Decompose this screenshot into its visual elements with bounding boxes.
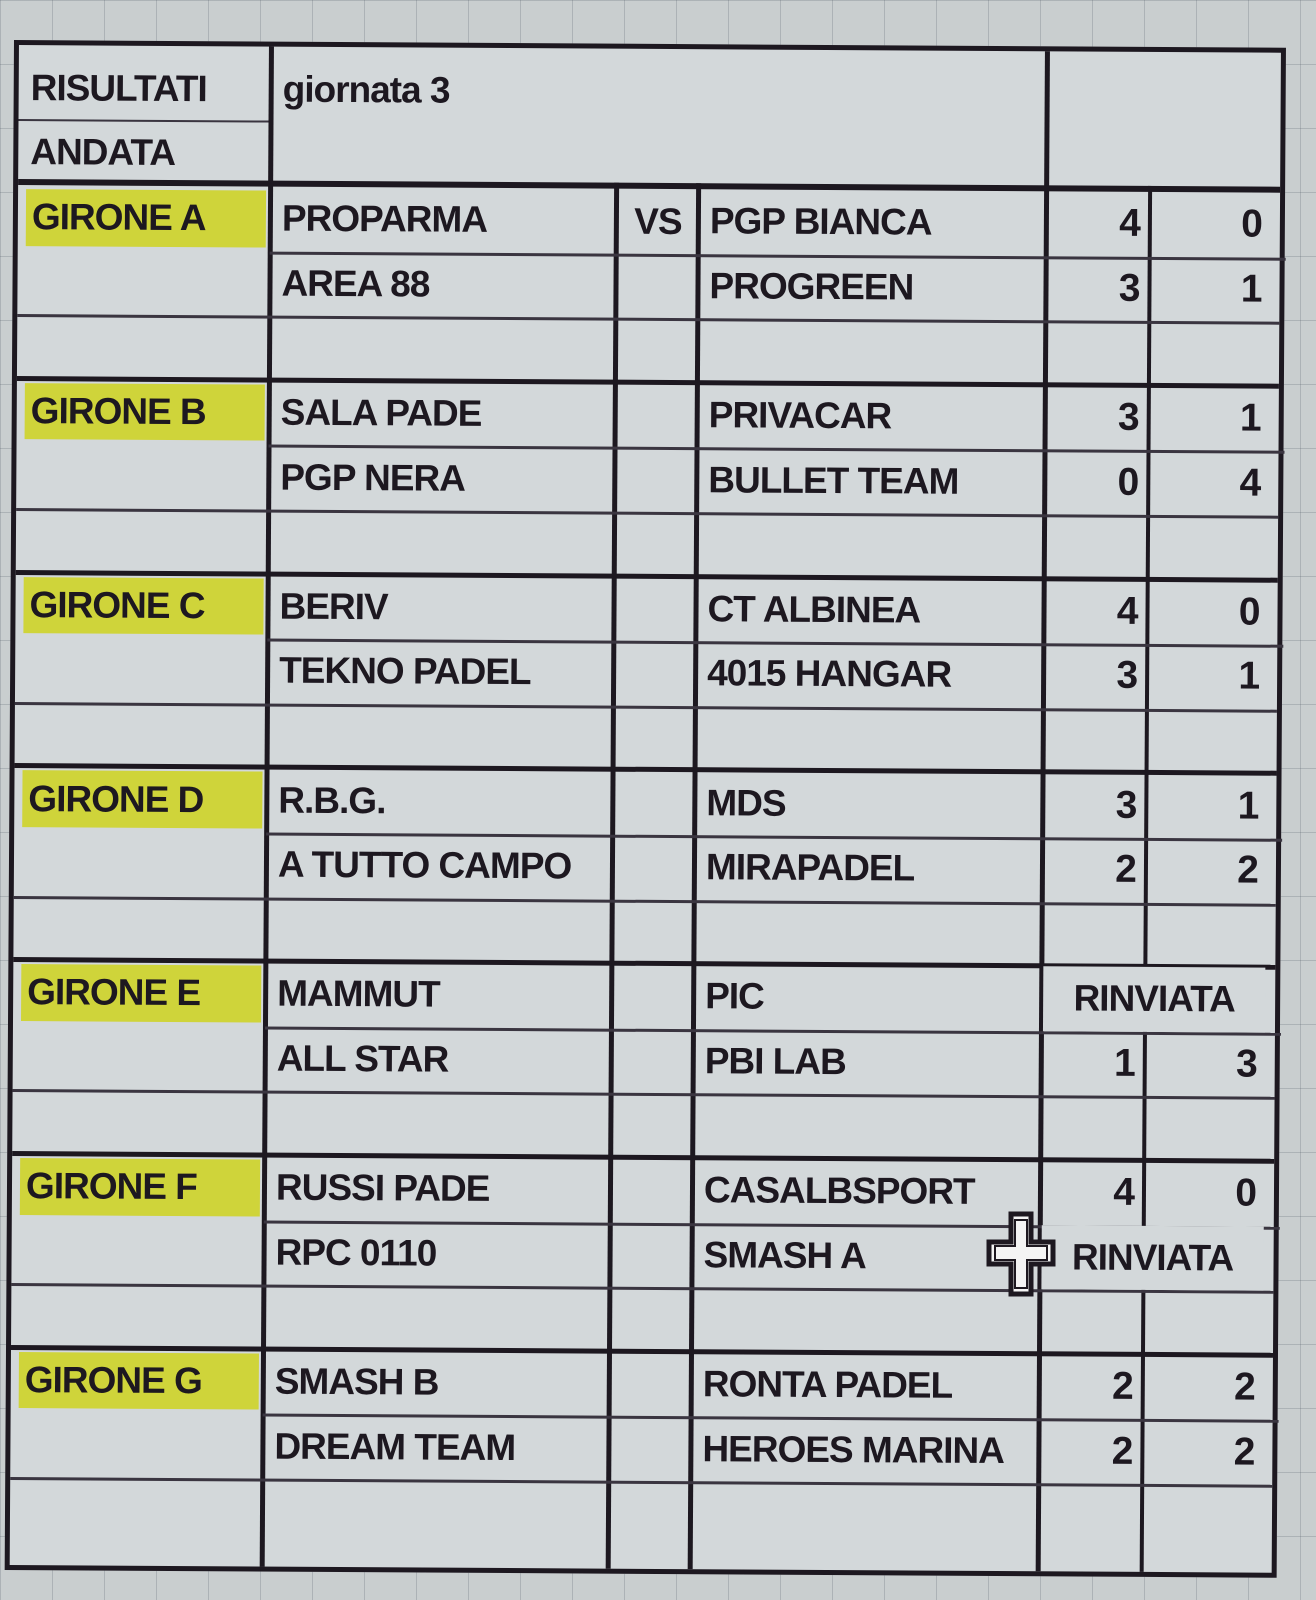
- results-sheet: [5, 40, 1286, 1578]
- score-home[interactable]: 3: [1117, 395, 1139, 439]
- group-label[interactable]: GIRONE F: [20, 1158, 260, 1216]
- sheet-title[interactable]: RISULTATI: [30, 67, 207, 110]
- score-home[interactable]: 1: [1113, 1041, 1135, 1085]
- away-team[interactable]: 4015 HANGAR: [707, 652, 952, 696]
- score-away[interactable]: 3: [1235, 1042, 1257, 1086]
- score-home[interactable]: 2: [1111, 1429, 1133, 1473]
- away-team[interactable]: BULLET TEAM: [708, 458, 959, 502]
- round-label[interactable]: giornata 3: [282, 68, 450, 111]
- away-team[interactable]: HEROES MARINA: [702, 1427, 1005, 1471]
- away-team[interactable]: MIRAPADEL: [705, 846, 915, 889]
- postponed-label[interactable]: RINVIATA: [1043, 966, 1265, 1032]
- away-team[interactable]: CASALBSPORT: [703, 1169, 975, 1213]
- leg-label[interactable]: ANDATA: [30, 131, 176, 173]
- group-label[interactable]: GIRONE E: [21, 964, 261, 1022]
- score-away[interactable]: 4: [1239, 461, 1261, 505]
- home-team[interactable]: BERIV: [279, 585, 388, 628]
- away-team[interactable]: RONTA PADEL: [702, 1363, 953, 1406]
- away-team[interactable]: PGP BIANCA: [709, 200, 932, 243]
- home-team[interactable]: TEKNO PADEL: [279, 650, 531, 693]
- home-team[interactable]: PROPARMA: [281, 197, 488, 241]
- score-home[interactable]: 2: [1111, 1364, 1133, 1408]
- crosshair-plus-icon: [985, 1210, 1057, 1298]
- score-home[interactable]: 3: [1116, 654, 1138, 698]
- group-label[interactable]: GIRONE A: [26, 189, 266, 247]
- away-team[interactable]: MDS: [706, 781, 786, 824]
- home-team[interactable]: AREA 88: [281, 262, 430, 305]
- home-team[interactable]: PGP NERA: [280, 456, 466, 499]
- score-away[interactable]: 0: [1241, 202, 1263, 246]
- score-away[interactable]: 1: [1240, 267, 1262, 311]
- score-home[interactable]: 2: [1115, 848, 1137, 892]
- home-team[interactable]: R.B.G.: [278, 779, 386, 821]
- score-away[interactable]: 2: [1233, 1430, 1255, 1474]
- away-team[interactable]: PIC: [705, 975, 764, 1018]
- score-away[interactable]: 2: [1233, 1365, 1255, 1409]
- away-team[interactable]: PRIVACAR: [708, 394, 892, 437]
- away-team[interactable]: PROGREEN: [709, 265, 914, 308]
- away-team[interactable]: SMASH A: [703, 1234, 866, 1277]
- home-team[interactable]: RUSSI PADE: [275, 1166, 490, 1210]
- group-label[interactable]: GIRONE B: [25, 383, 265, 441]
- home-team[interactable]: A TUTTO CAMPO: [277, 843, 572, 887]
- score-away[interactable]: 2: [1237, 848, 1259, 892]
- home-team[interactable]: DREAM TEAM: [274, 1425, 516, 1468]
- score-home[interactable]: 4: [1113, 1171, 1135, 1215]
- score-away[interactable]: 1: [1239, 396, 1261, 440]
- score-home[interactable]: 4: [1119, 202, 1141, 246]
- vs-label[interactable]: VS: [634, 200, 682, 243]
- away-team[interactable]: PBI LAB: [704, 1040, 846, 1083]
- score-home[interactable]: 3: [1118, 266, 1140, 310]
- group-label[interactable]: GIRONE C: [23, 577, 263, 635]
- home-team[interactable]: SMASH B: [274, 1360, 439, 1403]
- home-team[interactable]: RPC 0110: [275, 1231, 437, 1274]
- group-label[interactable]: GIRONE G: [19, 1352, 259, 1410]
- postponed-label[interactable]: RINVIATA: [1041, 1225, 1263, 1291]
- home-team[interactable]: SALA PADE: [280, 391, 482, 434]
- score-away[interactable]: 1: [1237, 784, 1259, 828]
- score-home[interactable]: 3: [1115, 783, 1137, 827]
- score-away[interactable]: 0: [1235, 1171, 1257, 1215]
- score-away[interactable]: 0: [1238, 590, 1260, 634]
- away-team[interactable]: CT ALBINEA: [707, 588, 921, 631]
- score-away[interactable]: 1: [1238, 654, 1260, 699]
- score-home[interactable]: 4: [1116, 589, 1138, 633]
- score-home[interactable]: 0: [1117, 460, 1139, 504]
- group-label[interactable]: GIRONE D: [22, 770, 262, 828]
- home-team[interactable]: ALL STAR: [276, 1037, 449, 1080]
- home-team[interactable]: MAMMUT: [277, 973, 440, 1016]
